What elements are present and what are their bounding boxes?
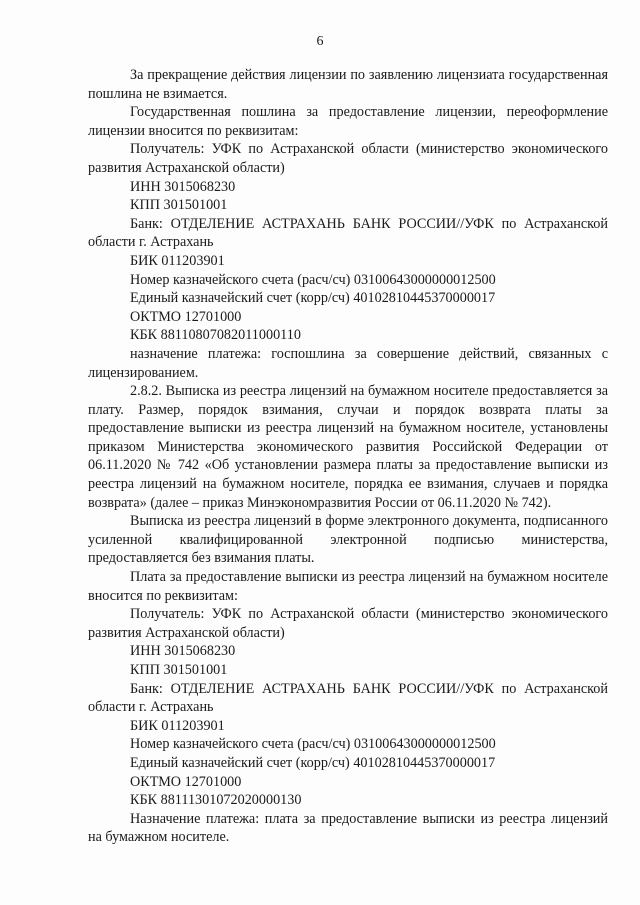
bik-line: БИК 011203901 (130, 252, 225, 269)
payment-purpose-line: назначение платежа: госпошлина за совершение действий, связанных с лицензированием. (88, 345, 608, 381)
treasury-account-line: Номер казначейского счета (расч/сч) 03100643000000012500 (130, 736, 496, 753)
single-treasury-account-line: Единый казначейский счет (корр/сч) 40102810445370000017 (130, 290, 496, 307)
paragraph-extract-paid: 2.8.2. Выписка из реестра лицензий на бумажном носителе предоставляется за плату. Размер, порядок взимания, случаи и порядок возврата платы за предоставление выписки из реестра лицензий на бумажном носителе, установлены приказом Министерства экономического развития Российской Федерации от 06.11.2020 № 742 «Об установлении размера платы за предоставление выписки из реестра лицензий на бумажном носителе, порядка ее взимания, случаев и порядка возврата» (далее – приказ Минэкономразвития России от 06.11.2020 № 742). (88, 383, 608, 511)
oktmo-line: ОКТМО 12701000 (130, 773, 242, 790)
inn-line: ИНН 3015068230 (130, 178, 236, 195)
kpp-line: КПП 301501001 (130, 662, 228, 678)
kbk-line: КБК 88110807082011000110 (130, 327, 301, 344)
treasury-account-line: Номер казначейского счета (расч/сч) 03100643000000012500 (130, 271, 496, 288)
oktmo-line: ОКТМО 12701000 (130, 308, 242, 325)
payment-purpose-line: Назначение платежа: плата за предоставление выписки из реестра лицензий на бумажном носителе. (88, 810, 608, 846)
document-body (88, 66, 608, 847)
kbk-line: КБК 88111301072020000130 (130, 792, 302, 809)
page-number: 6 (316, 34, 324, 49)
inn-line: ИНН 3015068230 (130, 643, 236, 660)
paragraph-fee-waived: За прекращение действия лицензии по заявлению лицензиата государственная пошлина не взимается. (88, 67, 608, 102)
recipient-line: Получатель: УФК по Астраханской области (министерство экономического развития Астраханской области) (88, 141, 608, 176)
bank-line: Банк: ОТДЕЛЕНИЕ АСТРАХАНЬ БАНК РОССИИ//УФК по Астраханской области г. Астрахань (88, 680, 608, 716)
paragraph-electronic-free: Выписка из реестра лицензий в форме электронного документа, подписанного усиленной квалифицированной электронной подписью министерства, предоставляется без взимания платы. (88, 513, 608, 567)
kpp-line: КПП 301501001 (130, 197, 228, 214)
paragraph-extract-fee-intro: Плата за предоставление выписки из реестра лицензий на бумажном носителе вносится по реквизитам: (88, 569, 608, 604)
bank-line: Банк: ОТДЕЛЕНИЕ АСТРАХАНЬ БАНК РОССИИ//УФК по Астраханской области г. Астрахань (88, 215, 608, 251)
paragraph-fee-intro: Государственная пошлина за предоставление лицензии, переоформление лицензии вносится по реквизитам: (88, 104, 608, 139)
recipient-line: Получатель: УФК по Астраханской области (министерство экономического развития Астраханской области) (88, 606, 608, 641)
bik-line: БИК 011203901 (130, 717, 225, 734)
single-treasury-account-line: Единый казначейский счет (корр/сч) 40102810445370000017 (130, 754, 496, 771)
